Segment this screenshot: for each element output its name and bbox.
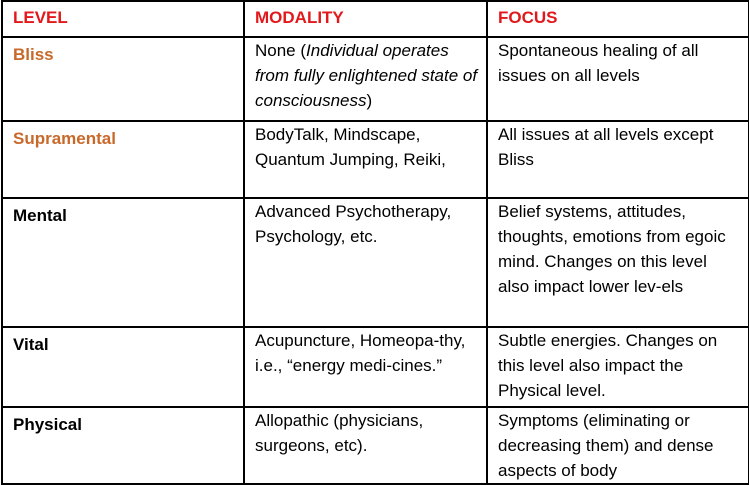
modality-cell: Advanced Psychotherapy, Psychology, etc.: [244, 198, 487, 327]
modality-cell: Acupuncture, Homeopa-thy, i.e., “energy medi-cines.”: [244, 327, 487, 407]
table-header-row: [2, 1, 749, 37]
healing-levels-table: [1, 0, 749, 485]
focus-cell: All issues at all levels except Bliss: [487, 121, 749, 198]
modality-closing: ): [366, 91, 373, 110]
focus-cell: Belief systems, attitudes, thoughts, emotions from egoic mind. Changes on this level also impact lower lev-els: [487, 198, 749, 327]
focus-cell: Symptoms (eliminating or decreasing them) and dense aspects of body: [487, 407, 749, 484]
level-cell: Physical: [2, 407, 244, 484]
modality-italic-text: Individual operates from fully enlightened state of consciousness: [255, 41, 478, 110]
header-focus: FOCUS: [487, 1, 749, 37]
table-row: [2, 37, 749, 121]
table-row: [2, 198, 749, 327]
modality-cell: BodyTalk, Mindscape, Quantum Jumping, Reiki,: [244, 121, 487, 198]
table-row: [2, 121, 749, 198]
header-level: LEVEL: [2, 1, 244, 37]
modality-cell: Allopathic (physicians, surgeons, etc).: [244, 407, 487, 484]
modality-cell: [244, 37, 487, 121]
level-cell: Mental: [2, 198, 244, 327]
level-cell: Vital: [2, 327, 244, 407]
level-cell: Supramental: [2, 121, 244, 198]
level-cell: Bliss: [2, 37, 244, 121]
table-row: [2, 327, 749, 407]
table-row: [2, 407, 749, 484]
focus-cell: Subtle energies. Changes on this level also impact the Physical level.: [487, 327, 749, 407]
modality-text: None (: [255, 41, 307, 60]
header-modality: MODALITY: [244, 1, 487, 37]
focus-cell: Spontaneous healing of all issues on all levels: [487, 37, 749, 121]
